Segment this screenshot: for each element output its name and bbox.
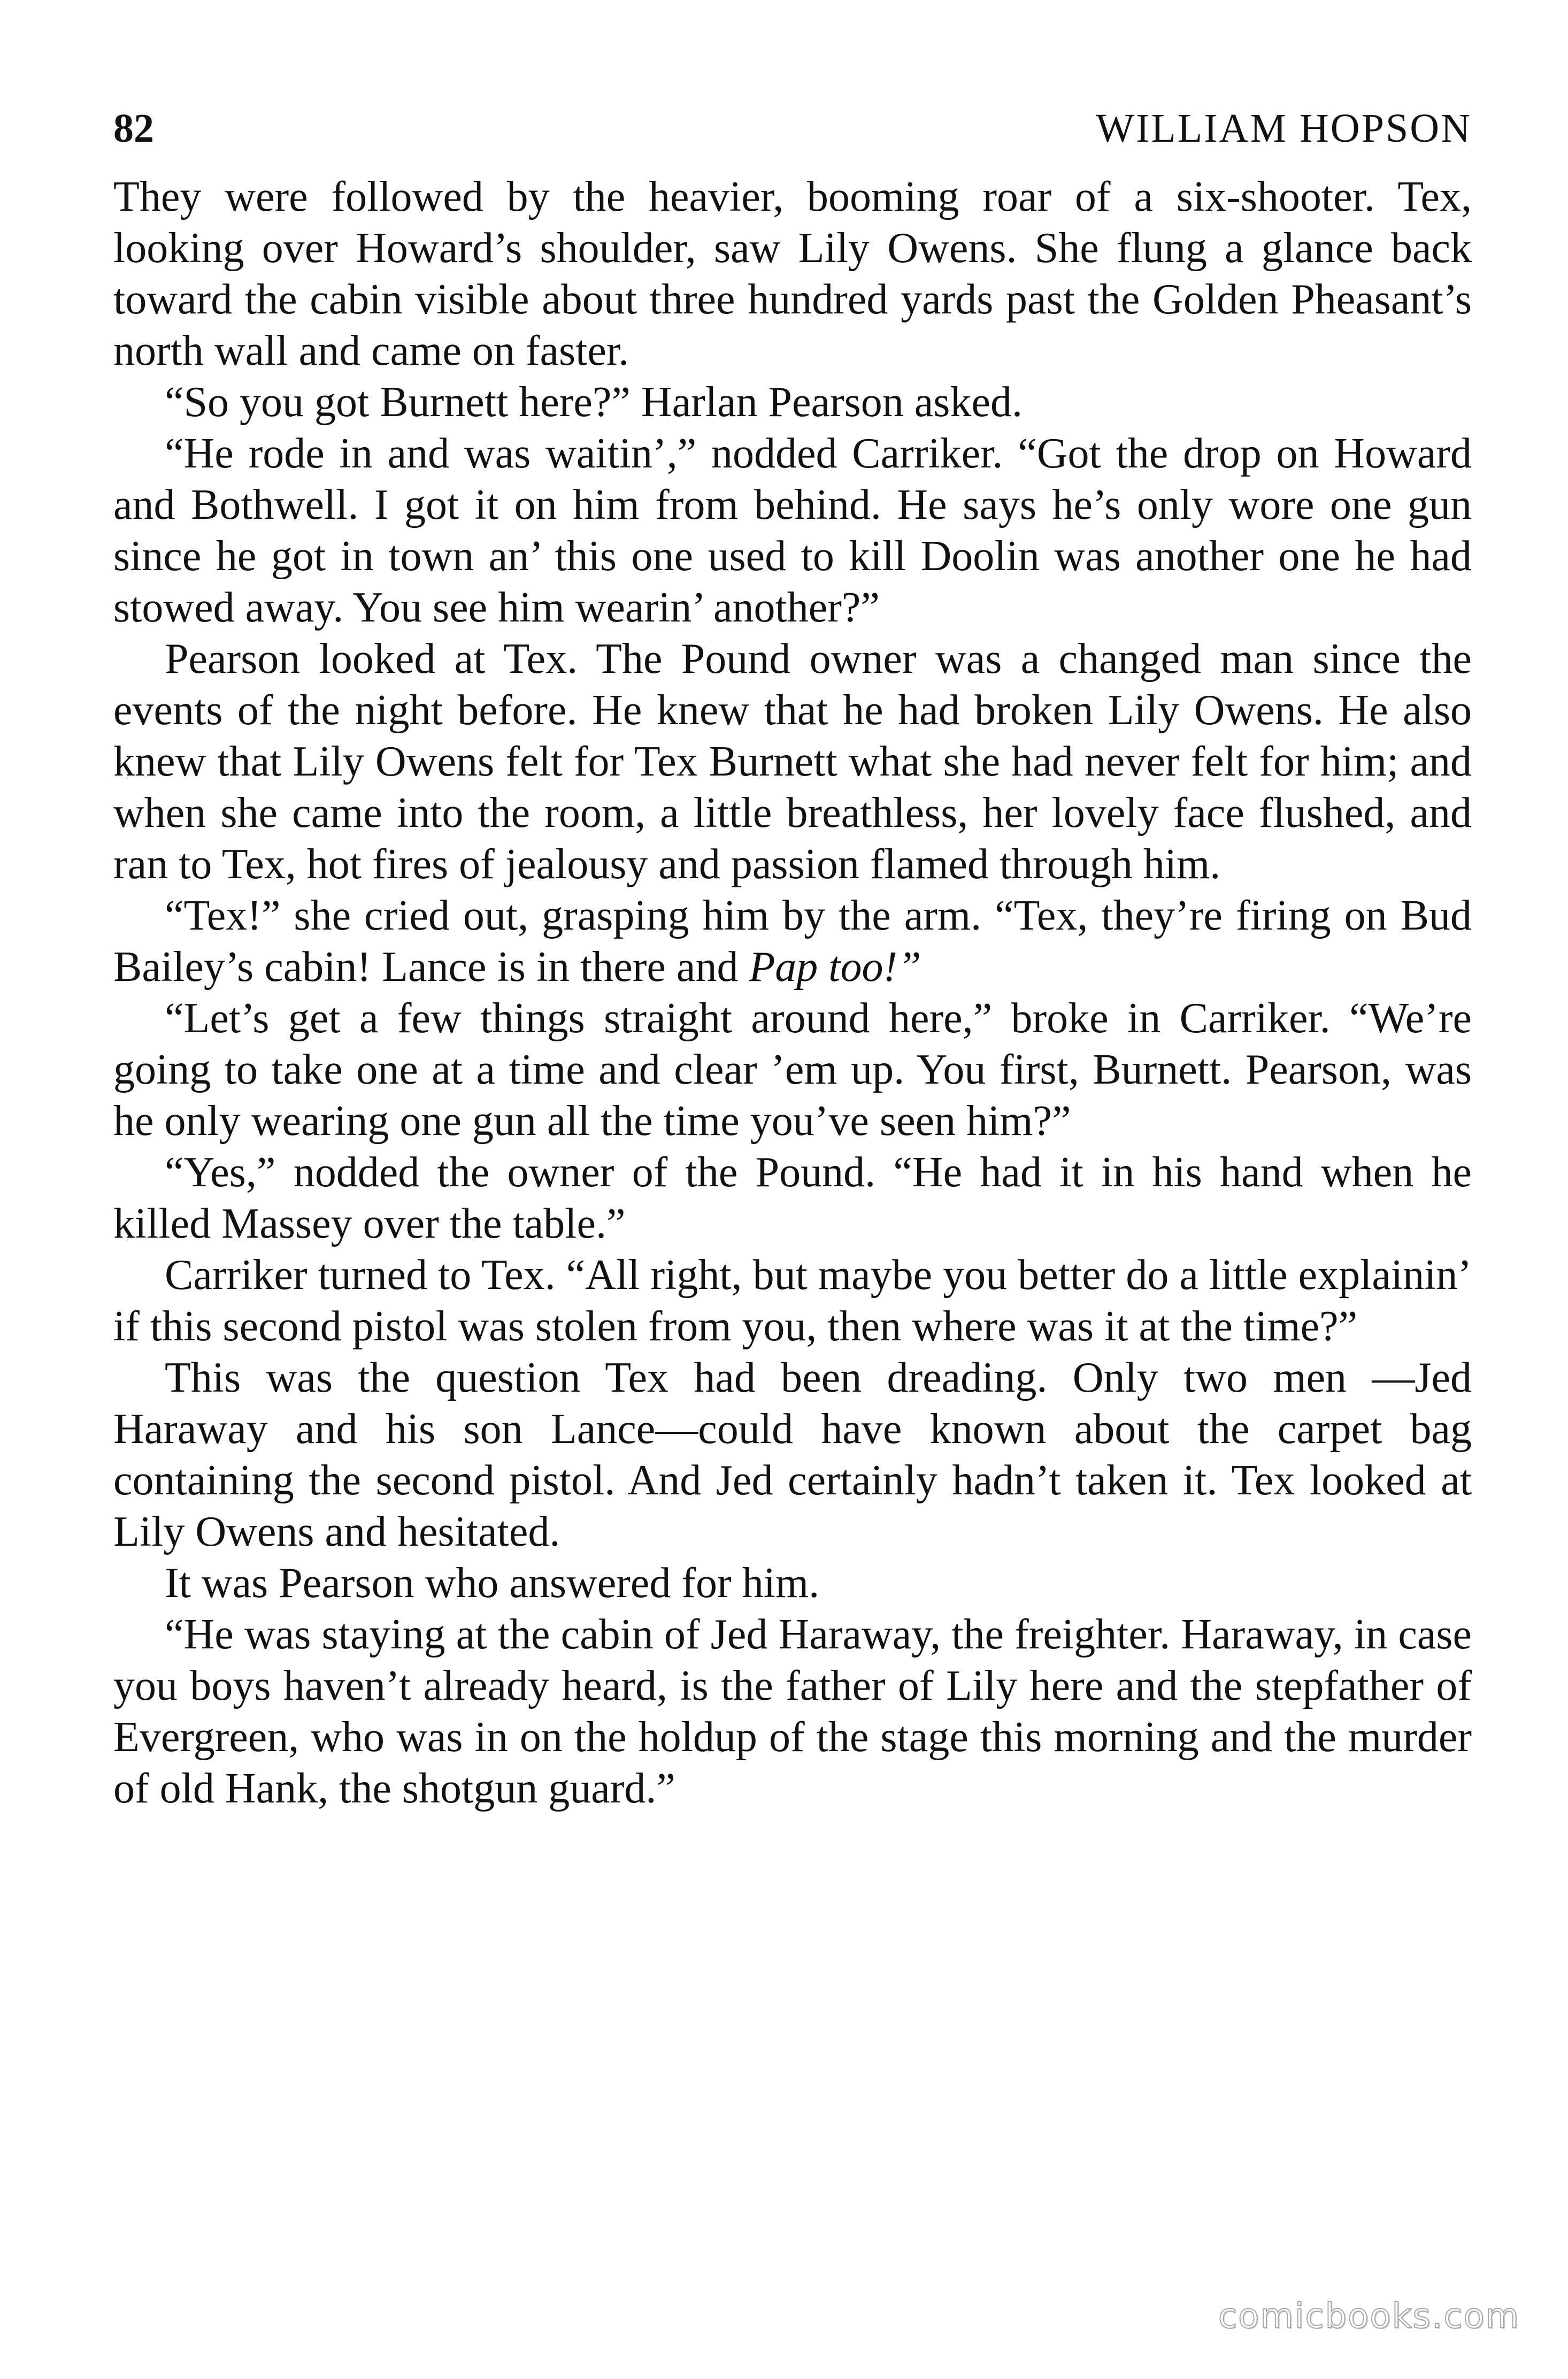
page-header	[113, 102, 1472, 160]
paragraph-2: “So you got Burnett here?” Harlan Pearson asked.	[165, 379, 1023, 426]
paragraph-7: “Yes,” nodded the owner of the Pound. “He had it in his hand when he killed Massey over the table.”	[113, 1149, 1472, 1247]
page-number: 82	[113, 106, 154, 151]
paragraph-11: “He was staying at the cabin of Jed Haraway, the freighter. Haraway, in case you boys haven’t already heard, is the father of Lily here and the stepfather of Evergreen, who was in on the holdup of the stage this morning and the murder of old Hank, the shotgun guard.”	[113, 1611, 1472, 1812]
paragraph-4: Pearson looked at Tex. The Pound owner was a changed man since the events of the night before. He knew that he had broken Lily Owens. He also knew that Lily Owens felt for Tex Burnett what she had never felt for him; and when she came into the room, a little breathless, her lovely face flushed, and ran to Tex, hot fires of jealousy and passion flamed through him.	[113, 635, 1472, 888]
paragraph-1: They were followed by the heavier, booming roar of a six-shooter. Tex, looking over Howard’s shoulder, saw Lily Owens. She flung a glance back toward the cabin visible about three hundred yards past the Golden Pheasant’s north wall and came on faster.	[113, 173, 1472, 374]
running-head: WILLIAM HOPSON	[1096, 106, 1472, 151]
paragraph-10: It was Pearson who answered for him.	[165, 1560, 820, 1607]
paragraph-5-emphasis: Pap too!”	[749, 943, 921, 991]
body-text	[113, 171, 1472, 1814]
paragraph-8: Carriker turned to Tex. “All right, but maybe you better do a little explainin’ if this second pistol was stolen from you, then where was it at the time?”	[113, 1252, 1472, 1350]
paragraph-5	[113, 890, 1472, 993]
paragraph-5-text: “Tex!” she cried out, grasping him by the arm. “Tex, they’re firing on Bud Bailey’s cabin! Lance is in there and	[113, 892, 1472, 991]
paragraph-3: “He rode in and was waitin’,” nodded Carriker. “Got the drop on Howard and Bothwell. I got it on him from behind. He says he’s only wore one gun since he got in town an’ this one used to kill Doolin was another one he had stowed away. You see him wearin’ another?”	[113, 430, 1472, 631]
watermark: comicbooks.com	[1218, 2297, 1520, 2336]
book-page	[113, 102, 1472, 2311]
paragraph-6: “Let’s get a few things straight around here,” broke in Carriker. “We’re going to take one at a time and clear ’em up. You first, Burnett. Pearson, was he only wearing one gun all the time you’ve seen him?”	[113, 995, 1472, 1145]
paragraph-9: This was the question Tex had been dreading. Only two men —Jed Haraway and his son Lance—could have known about the carpet bag containing the second pistol. And Jed certainly hadn’t taken it. Tex looked at Lily Owens and hesitated.	[113, 1354, 1472, 1555]
